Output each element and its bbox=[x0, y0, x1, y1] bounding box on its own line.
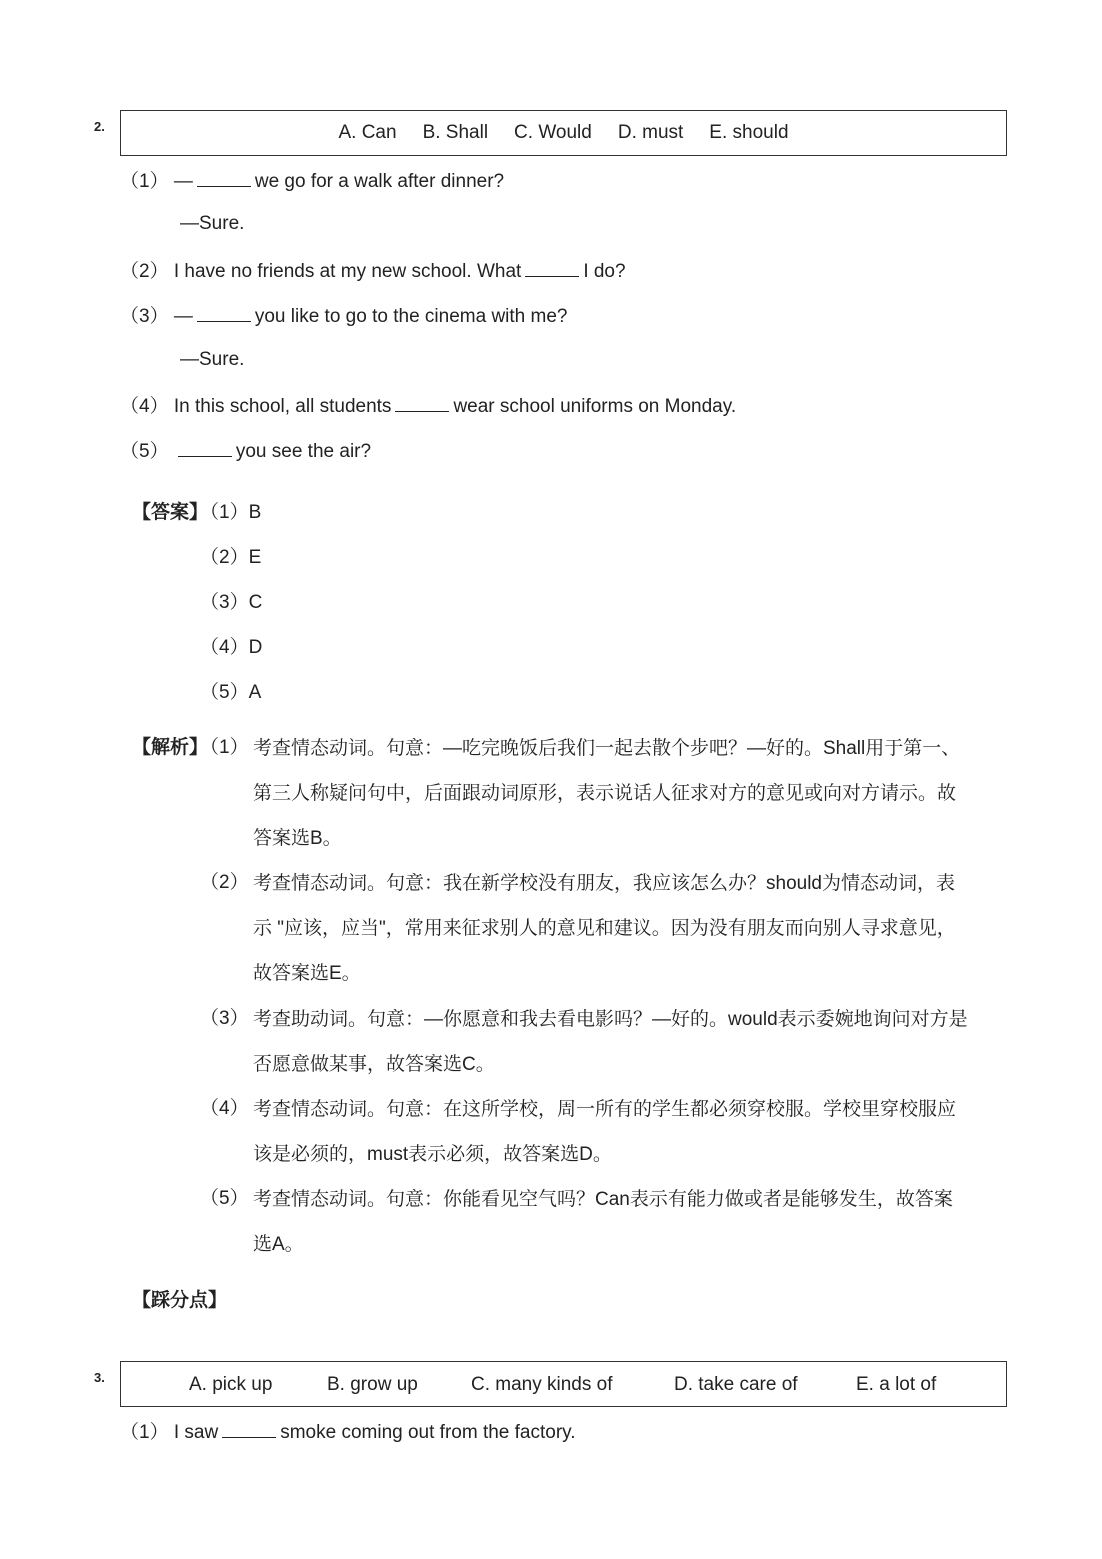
analysis-number: （1） bbox=[200, 737, 249, 758]
reply-line: —Sure. bbox=[180, 349, 245, 370]
answer-blank bbox=[525, 258, 579, 277]
options-box bbox=[120, 110, 1007, 156]
analysis-paragraph: 考查情态动词。句意：你能看见空气吗？Can表示有能力做或者是能够发生，故答案 选A。 bbox=[253, 1189, 953, 1255]
analysis-number: （2） bbox=[200, 872, 249, 893]
option: B. Shall bbox=[422, 122, 489, 143]
answer-blank bbox=[197, 303, 251, 322]
answer-label: 【答案】 bbox=[132, 502, 209, 523]
question-item: （1） — we go for a walk after dinner? bbox=[120, 168, 504, 194]
analysis-number: （3） bbox=[200, 1008, 249, 1029]
option: B. grow up bbox=[327, 1374, 418, 1395]
answer-blank bbox=[197, 168, 251, 187]
analysis-number: （5） bbox=[200, 1188, 249, 1209]
option: E. should bbox=[709, 122, 789, 143]
answer-item: （1）B bbox=[200, 502, 262, 523]
options-box bbox=[120, 1361, 1007, 1407]
question-number: 3. bbox=[94, 1370, 105, 1385]
answer-blank bbox=[395, 393, 449, 412]
analysis-paragraph: 考查情态动词。句意：我在新学校没有朋友，我应该怎么办？should为情态动词，表 示 "应该，应当"，常用来征求别人的意见和建议。因为没有朋友而向别人寻求意见， 故答案选E。 bbox=[253, 873, 956, 984]
analysis-number: （4） bbox=[200, 1098, 249, 1119]
option: A. pick up bbox=[189, 1374, 273, 1395]
analysis-paragraph: 考查助动词。句意：—你愿意和我去看电影吗？—好的。would表示委婉地询问对方是 否愿意做某事，故答案选C。 bbox=[253, 1009, 968, 1075]
option: C. Would bbox=[514, 122, 592, 143]
question-item: （2） I have no friends at my new school. What I do? bbox=[120, 258, 626, 284]
answer-item: （2）E bbox=[200, 547, 262, 568]
answer-blank bbox=[222, 1419, 276, 1438]
question-item: （5） you see the air? bbox=[120, 438, 371, 464]
option: E. a lot of bbox=[856, 1374, 937, 1395]
question-number: 2. bbox=[94, 119, 105, 134]
option: D. take care of bbox=[674, 1374, 798, 1395]
answer-item: （3）C bbox=[200, 592, 263, 613]
analysis-label: 【解析】 bbox=[132, 737, 209, 758]
scoring-points-label: 【踩分点】 bbox=[132, 1290, 228, 1311]
option: D. must bbox=[617, 122, 684, 143]
question-item: （1） I saw smoke coming out from the factory. bbox=[120, 1419, 576, 1445]
answer-blank bbox=[178, 438, 232, 457]
question-item: （3） — you like to go to the cinema with me? bbox=[120, 303, 567, 329]
answer-item: （5）A bbox=[200, 682, 262, 703]
question-item: （4） In this school, all students wear school uniforms on Monday. bbox=[120, 393, 736, 419]
reply-line: —Sure. bbox=[180, 213, 245, 234]
option: A. Can bbox=[338, 122, 397, 143]
analysis-paragraph: 考查情态动词。句意：—吃完晚饭后我们一起去散个步吧？—好的。Shall用于第一、 第三人称疑问句中，后面跟动词原形，表示说话人征求对方的意见或向对方请示。故 答案选B。 bbox=[253, 738, 961, 849]
analysis-paragraph: 考查情态动词。句意：在这所学校，周一所有的学生都必须穿校服。学校里穿校服应 该是必须的，must表示必须，故答案选D。 bbox=[253, 1099, 957, 1165]
answer-item: （4）D bbox=[200, 637, 263, 658]
option: C. many kinds of bbox=[471, 1374, 613, 1395]
